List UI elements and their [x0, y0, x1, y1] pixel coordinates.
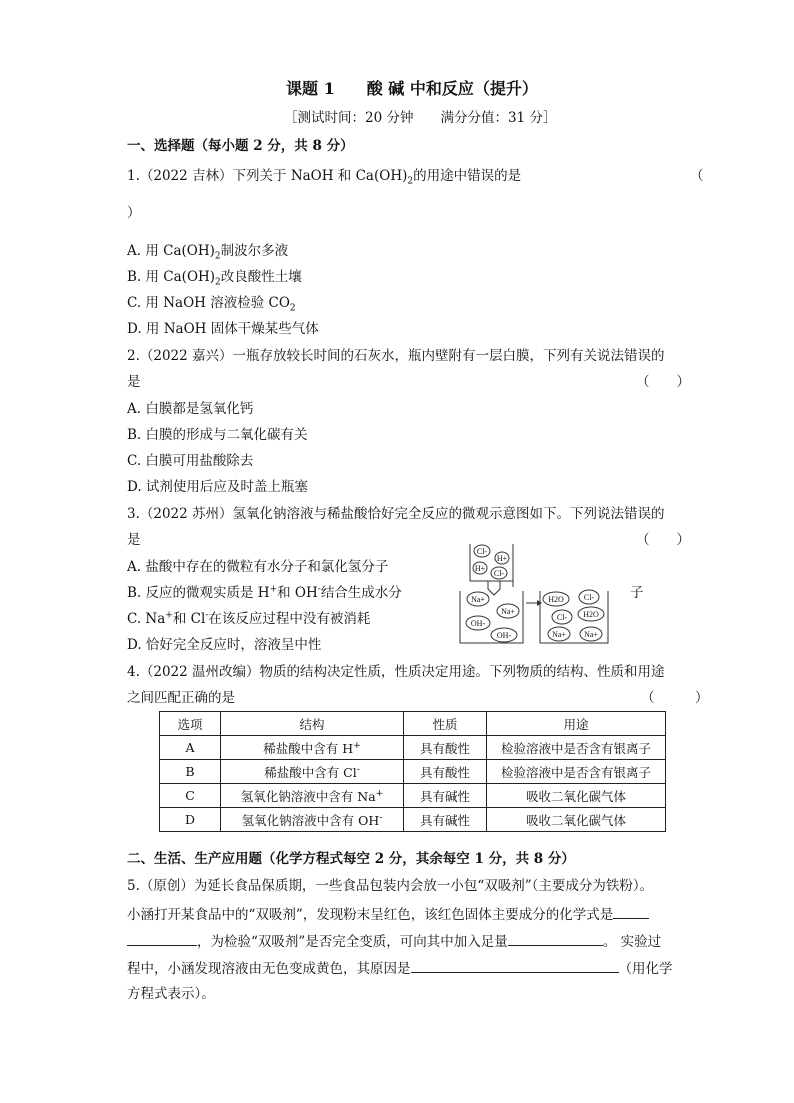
q3-option-b: B. 反应的微观实质是 H+和 OH-结合生成水分 [127, 584, 402, 601]
q4-answer-paren: （ ） [641, 690, 709, 706]
table-header-cell: 用途 [487, 712, 666, 736]
table-cell: 稀盐酸中含有 Cl- [221, 760, 404, 784]
answer-blank[interactable] [613, 904, 649, 919]
reaction-micro-diagram [458, 541, 628, 646]
ion-label: Na+ [552, 630, 566, 639]
test-info: ［测试时间：20 分钟 满分分值：31 分］ [284, 110, 557, 126]
table-cell: 具有酸性 [404, 760, 487, 784]
q3-option-a: A. 盐酸中存在的微粒有水分子和氯化氢分子 [127, 559, 389, 575]
table-cell: D [160, 808, 221, 832]
q1-stem: 1.（2022 吉林）下列关于 NaOH 和 $Ca(OH)_2$的用途中错误的是 [127, 168, 522, 187]
ion-label: Na+ [584, 630, 598, 639]
q4-stem-line2: 之间匹配正确的是 [127, 690, 235, 706]
q5-line4: 程中，小涵发现溶液由无色变成黄色，其原因是 （用化学 [127, 958, 673, 978]
ion-label: Cl- [493, 569, 505, 578]
q1-option-c: C. 用 NaOH 溶液检验 $CO_2$ [127, 295, 296, 314]
q2-option-d: D. 试剂使用后应及时盖上瓶塞 [127, 479, 308, 495]
table-cell: A [160, 736, 221, 760]
answer-blank[interactable] [411, 958, 619, 973]
q3-stem-line1: 3.（2022 苏州）氢氧化钠溶液与稀盐酸恰好完全反应的微观示意图如下。下列说法错误的 [127, 506, 665, 522]
q3-option-c: C. Na+和 Cl-在该反应过程中没有被消耗 [127, 610, 371, 627]
q3-option-b-tail: 子 [630, 585, 644, 601]
q1-paren-open: （ [690, 168, 704, 184]
ion-label: H+ [474, 564, 486, 573]
ion-label: H+ [496, 554, 508, 563]
q5-line5: 方程式表示）。 [127, 986, 215, 1002]
table-cell: 吸收二氧化碳气体 [487, 808, 666, 832]
q1-option-a: A. 用 $Ca(OH)_2$制波尔多液 [127, 243, 289, 262]
ion-label: Cl- [556, 613, 568, 622]
ion-label: OH- [496, 631, 512, 640]
table-row [160, 808, 666, 832]
q5-line1: 5.（原创）为延长食品保质期，一些食品包装内会放一小包“双吸剂”（主要成分为铁粉）。 [127, 878, 654, 894]
q4-stem-line1: 4.（2022 温州改编）物质的结构决定性质，性质决定用途。下列物质的结构、性质和用途 [127, 664, 665, 680]
q1-option-b: B. 用 $Ca(OH)_2$改良酸性土壤 [127, 269, 302, 288]
table-cell: B [160, 760, 221, 784]
q4-options-table [159, 711, 666, 832]
q3-stem-line2: 是 [127, 532, 141, 548]
table-cell: 氢氧化钠溶液中含有 OH- [221, 808, 404, 832]
table-header-cell: 结构 [221, 712, 404, 736]
q3-answer-paren: （ ） [636, 532, 690, 548]
table-header-cell: 性质 [404, 712, 487, 736]
q5-line3: ，为检验“双吸剂”是否完全变质，可向其中加入足量 。 实验过 [127, 931, 661, 951]
lesson-title: 课题 1 酸 碱 中和反应（提升） [286, 79, 538, 98]
q2-stem-line1: 2.（2022 嘉兴）一瓶存放较长时间的石灰水，瓶内壁附有一层白膜，下列有关说法错误的 [127, 348, 665, 364]
q2-option-c: C. 白膜可用盐酸除去 [127, 453, 254, 469]
table-cell: 稀盐酸中含有 H+ [221, 736, 404, 760]
section-2-heading: 二、生活、生产应用题（化学方程式每空 2 分，其余每空 1 分，共 8 分） [127, 851, 575, 867]
answer-blank[interactable] [127, 931, 197, 946]
ion-label: Na+ [471, 595, 485, 604]
ion-label: Na+ [501, 607, 515, 616]
q2-stem-line2: 是 [127, 374, 141, 390]
ion-label: H2O [548, 595, 564, 604]
table-cell: 检验溶液中是否含有银离子 [487, 760, 666, 784]
ion-label: H2O [583, 610, 599, 619]
table-cell: 具有酸性 [404, 736, 487, 760]
table-row [160, 760, 666, 784]
ion-label: OH- [470, 619, 486, 628]
ion-label: Cl- [583, 593, 595, 602]
table-cell: 吸收二氧化碳气体 [487, 784, 666, 808]
table-row [160, 784, 666, 808]
table-header-row [160, 712, 666, 736]
answer-blank[interactable] [508, 931, 603, 946]
table-cell: 具有碱性 [404, 784, 487, 808]
q1-paren-close: ） [127, 205, 141, 221]
q2-option-b: B. 白膜的形成与二氧化碳有关 [127, 427, 308, 443]
table-cell: 氢氧化钠溶液中含有 Na+ [221, 784, 404, 808]
table-header-cell: 选项 [160, 712, 221, 736]
table-cell: 具有碱性 [404, 808, 487, 832]
section-1-heading: 一、选择题（每小题 2 分，共 8 分） [127, 138, 354, 154]
ion-label: Cl- [476, 547, 488, 556]
q3-option-d: D. 恰好完全反应时，溶液呈中性 [127, 637, 322, 653]
q1-option-d: D. 用 NaOH 固体干燥某些气体 [127, 321, 319, 337]
q2-answer-paren: （ ） [636, 374, 690, 390]
table-cell: 检验溶液中是否含有银离子 [487, 736, 666, 760]
table-row [160, 736, 666, 760]
q2-option-a: A. 白膜都是氢氧化钙 [127, 401, 254, 417]
table-cell: C [160, 784, 221, 808]
q5-line2: 小涵打开某食品中的“双吸剂”，发现粉末呈红色，该红色固体主要成分的化学式是 [127, 904, 649, 924]
